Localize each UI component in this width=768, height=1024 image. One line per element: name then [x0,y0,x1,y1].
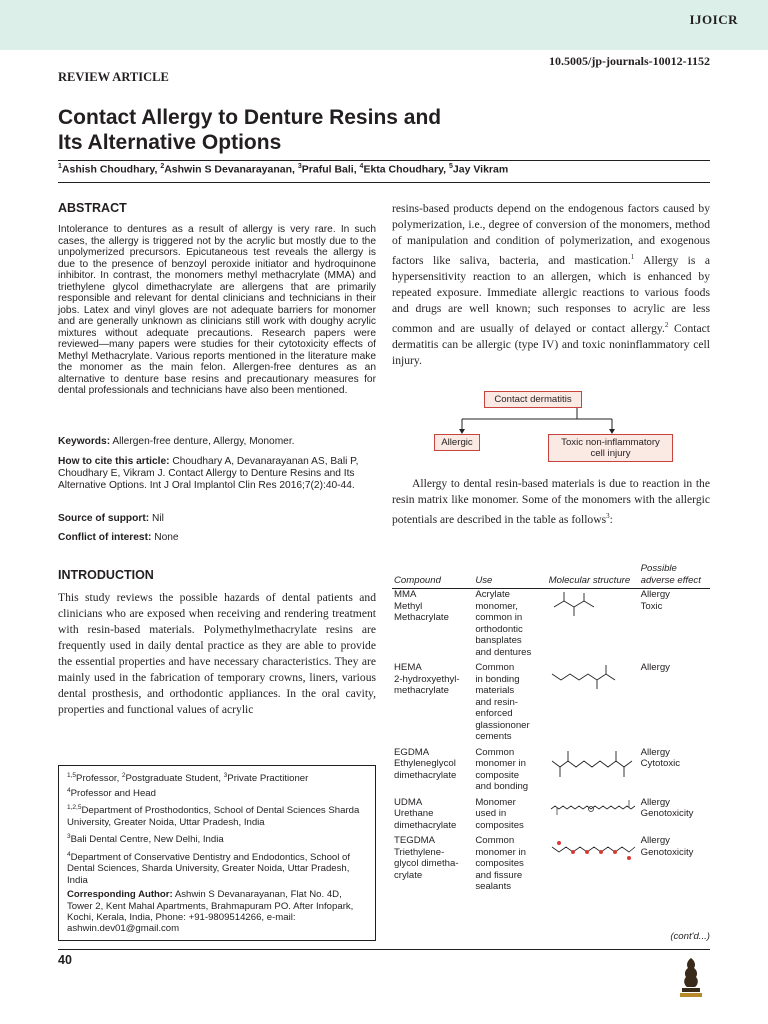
cell-compound: TEGDMA Triethylene- glycol dimetha- crylate [394,835,459,881]
author-name: Ekta Choudhary, [363,163,450,176]
cell-use: Monomer used in composites [475,796,524,831]
affiliation-2: $^3$Bali Dental Centre, New Delhi, India [67,833,224,846]
publisher-logo-icon [676,955,706,999]
contact-dermatitis-diagram [432,389,682,469]
affiliation-3: $^4$Department of Conservative Dentistry and Endodontics, School of Dental Sciences, Sharda University, Greater Noida, Uttar Pradesh, India [67,850,351,886]
authors-rule [58,182,710,183]
author-roles: $^{1,5}$Professor, $^2$Postgraduate Student, $^3$Private Practitioner $^4$Professor and Head [67,772,309,799]
tegdma-structure [547,835,639,897]
author-list: $^1$Ashish Choudhary, $^2$Ashwin S Devanarayanan, $^3$Praful Bali, $^4$Ekta Choudhary, $^5$Jay Vikram [58,163,509,176]
cell-effect: Allergy Toxic [640,589,670,612]
table-row [392,747,710,797]
author-name: Jay Vikram [452,163,509,176]
header-effect: Possible adverse effect [639,563,710,589]
footer-rule [58,949,710,950]
doi[interactable]: 10.5005/jp-journals-10012-1152 [548,54,710,68]
cell-use: Common in bonding materials and resin- enforced glassiononer cements [475,662,530,742]
author-name: Ashwin S Devanarayanan, [164,163,298,176]
abstract-heading: ABSTRACT [58,201,127,215]
header-compound: Compound [392,563,473,589]
cell-use: Common monomer in composites and fissure sealants [475,835,526,892]
article-type: REVIEW ARTICLE [58,70,169,84]
abstract-text: Intolerance to dentures as a result of allergy is very rare. In such cases, the allergy is triggered not by the acrylic but mostly due to the unpolymerized precursors. Epicutaneous test reveals the allergy is due to the presence of benzoyl peroxide initiator and hydroquinone inhibitor. In contrast, the monomers methyl methacrylate (MMA) and triethylene glycol dimethacrylate are allergens that are primarily responsible and relevant for dental clinicians and technicians in their jobs. Latex and vinyl gloves are not adequate barriers for monomer and are generally unknown as clinicians still work with doughy acrylic mixtures without adequate precautions. Research papers were reviewed—many papers were studies for their cytotoxicity effects of Methyl Methacrylate. Various reports mentioned in the literature make the monomer as the main felon. Allergen-free dentures as an alternative to denture base resins and precautionary measures for dental professionals and technicians have also been mentioned. [58,224,376,396]
cell-effect: Allergy Genotoxicity [640,796,694,819]
cell-compound: UDMA Urethane dimethacrylate [394,796,457,831]
mma-structure [547,589,639,663]
hema-structure [547,662,639,747]
table-row [392,662,710,747]
journal-name: IJOICR [689,12,738,27]
citation: How to cite this article: Choudhary A, Devanarayanan AS, Bali P, Choudhary E, Vikram J. Contact Allergy to Denture Resins and Its Alternative Options. Int J Oral Implantol Clin Res 2016;7(2):40-44. [58,456,359,491]
diagram-root-box: Contact dermatitis [484,391,582,408]
udma-structure [547,797,639,836]
table-row [392,835,710,897]
diagram-allergic-box: Allergic [434,434,480,451]
table-row [392,589,710,663]
corresponding-author: Corresponding Author: Ashwin S Devanarayanan, Flat No. 4D, Tower 2, Kent Mahal Apartments, Brahmapuram PO. After Infopark, Kochi, Kerala, India, Phone: +91-9809514266, e-mail: ashwin.dev01@gmail.com [67,889,354,935]
cell-use: Common monomer in composite and bonding [475,746,529,792]
page-number: 40 [58,953,72,967]
header-use: Use [473,563,546,589]
cell-compound: EGDMA Ethyleneglycol dimethacrylate [394,746,457,781]
cell-compound: MMA Methyl Methacrylate [394,589,449,623]
diagram-toxic-box: Toxic non-inflammatory cell injury [548,434,673,462]
affiliation-1: $^{1,2,5}$Department of Prosthodontics, School of Dental Sciences Sharda University, Greater Noida, Uttar Pradesh, India [67,804,360,828]
introduction-heading: INTRODUCTION [58,568,154,582]
author-name: Praful Bali, [301,163,360,176]
introduction-text: This study reviews the possible hazards of dental patients and clinicians who are exposed when receiving and rendering treatment with resin-based materials. Polymethylmethacrylate resins are frequently used in daily dental practice as they are able to provide the essential properties and have necessary characteristics. They are mainly used in the fabrication of temporary crowns, liners, various dental prosthesis, and orthodontic appliances. In the oral cavity, properties and functional values of acrylic [58,591,376,716]
egdma-structure [547,747,639,797]
body-paragraph-1: resins-based products depend on the endogenous factors caused by polymerization, i.e., degree of conversion of the monomers, method of manipulation and condition of polymerization, and exogenous factors like saliva, bacteria, and mastication.$^1$ Allergy is a hypersensitivity reaction to an allergen, which is enhanced by repeated exposure. Immediate allergic reactions to various foods and drugs are well known; such responses to acrylic are less common and are usually of delayed or contact allergy.$^2$ Contact dermatitis can be allergic (type IV) and toxic noninflammatory cell injury. [392,202,711,367]
cell-compound: HEMA 2-hydroxyethyl- methacrylate [394,662,460,696]
title-line-2: Its Alternative Options [58,131,282,154]
affiliations-box [58,765,376,941]
article-title [58,105,698,155]
author-name: Ashish Choudhary, [61,163,161,176]
body-paragraph-2: Allergy to dental resin-based materials is due to reaction in the resin matrix like monomer. Some of the monomers with the allergic potentials are described in the table as follows$^3$: [392,477,710,526]
journal-header-band [0,0,768,50]
cell-effect: Allergy Genotoxicity [640,835,694,858]
cell-effect: Allergy Cytotoxic [640,746,681,769]
table-header-row [392,563,710,589]
conflict-of-interest: Conflict of interest: None [58,532,179,543]
monomer-table [392,563,710,897]
source-of-support: Source of support: Nil [58,513,164,524]
cell-effect: Allergy [640,662,670,673]
table-continued: (cont'd...) [670,931,710,942]
title-rule [58,160,710,161]
header-structure: Molecular structure [547,563,639,589]
keywords: Keywords: Allergen-free denture, Allergy, Monomer. [58,436,295,447]
table-row [392,797,710,836]
cell-use: Acrylate monomer, common in orthodontic bansplates and dentures [475,589,532,658]
title-line-1: Contact Allergy to Denture Resins and [58,106,442,129]
